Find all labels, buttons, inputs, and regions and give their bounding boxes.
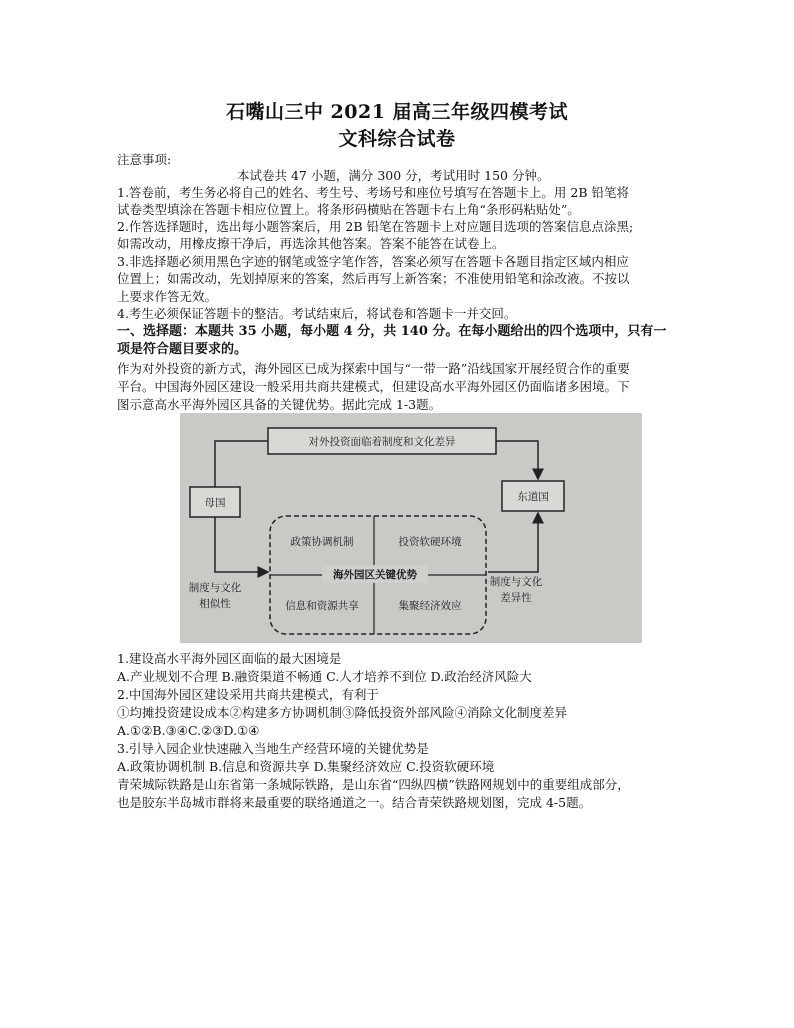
question-3-options: A.政策协调机制 B.信息和资源共享 D.集聚经济效应 C.投资软硬环境 bbox=[117, 759, 495, 774]
passage1-line1: 作为对外投资的新方式，海外园区已成为探索中国与“一带一路”沿线国家开展经贸合作的重要 bbox=[117, 361, 630, 376]
exam-title: 石嘴山三中 2021 届高三年级四模考试 bbox=[225, 101, 569, 123]
notice-item-3b: 位置上；如需改动，先划掉原来的答案，然后再写上新答案；不准使用铅笔和涂改液。不按以 bbox=[117, 271, 630, 286]
diagram-svg bbox=[180, 413, 642, 643]
right-side-label-2: 差异性 bbox=[500, 592, 532, 604]
investment-environment-label: 投资软硬环境 bbox=[398, 536, 462, 548]
home-country-label: 母国 bbox=[204, 497, 226, 509]
notice-item-3c: 上要求作答无效。 bbox=[117, 289, 218, 304]
top-box-label: 对外投资面临着制度和文化差异 bbox=[308, 436, 456, 448]
question-1-options: A.产业规划不合理 B.融资渠道不畅通 C.人才培养不到位 D.政治经济风险大 bbox=[117, 669, 532, 684]
left-to-top-connector bbox=[215, 441, 268, 487]
question-3: 3.引导入园企业快速融入当地生产经营环境的关键优势是 bbox=[117, 741, 429, 756]
notice-item-1a: 1.答卷前，考生务必将自己的姓名、考生号、考场号和座位号填写在答题卡上。用 2B 铅笔将 bbox=[117, 185, 630, 200]
notice-item-2b: 如需改动，用橡皮擦干净后，再选涂其他答案。答案不能答在试卷上。 bbox=[117, 236, 505, 251]
notice-item-4: 4.考生必须保证答题卡的整洁。考试结束后，将试卷和答题卡一并交回。 bbox=[117, 306, 517, 321]
notice-item-3a: 3.非选择题必须用黑色字迹的钢笔或签字笔作答，答案必须写在答题卡各题目指定区域内相应 bbox=[117, 254, 629, 269]
passage1-line2: 平台。中国海外园区建设一般采用共商共建模式，但建设高水平海外园区仍面临诸多困境。下 bbox=[117, 379, 630, 394]
question-2-options: A.①②B.③④C.②③D.①④ bbox=[117, 723, 260, 738]
agglomeration-label: 集聚经济效应 bbox=[398, 600, 462, 612]
section-heading-a: 一、选择题：本题共 35 小题，每小题 4 分，共 140 分。在每小题给出的四个选项中，只有一 bbox=[117, 324, 667, 339]
passage2-line2: 也是胶东半岛城市群将来最重要的联络通道之一。结合青荣铁路规划图，完成 4-5题。 bbox=[117, 795, 592, 810]
notice-item-1b: 试卷类型填涂在答题卡相应位置上。将条形码横贴在答题卡右上角“条形码粘贴处”。 bbox=[117, 202, 580, 217]
question-1: 1.建设高水平海外园区面临的最大困境是 bbox=[117, 651, 342, 666]
policy-coordination-label: 政策协调机制 bbox=[290, 536, 354, 548]
top-to-host-arrow bbox=[496, 441, 538, 479]
right-side-label-1: 制度与文化 bbox=[489, 576, 543, 588]
passage2-line1: 青荣城际铁路是山东省第一条城际铁路，是山东省“四纵四横”铁路网规划中的重要组成部分， bbox=[117, 777, 630, 792]
center-label: 海外园区关键优势 bbox=[333, 569, 417, 581]
question-2: 2.中国海外园区建设采用共商共建模式，有利于 bbox=[117, 687, 379, 702]
notice-item-2a: 2.作答选择题时，选出每小题答案后，用 2B 铅笔在答题卡上对应题目选项的答案信息点涂黑; bbox=[117, 219, 634, 234]
home-to-park-arrow bbox=[215, 517, 268, 572]
exam-subtitle: 文科综合试卷 bbox=[338, 128, 456, 150]
info-sharing-label: 信息和资源共享 bbox=[285, 600, 359, 612]
question-2-items: ①均摊投资建设成本②构建多方协调机制③降低投资外部风险④消除文化制度差异 bbox=[117, 705, 568, 720]
passage1-line3: 图示意高水平海外园区具备的关键优势。据此完成 1-3题。 bbox=[117, 397, 442, 412]
notice-summary: 本试卷共 47 小题，满分 300 分，考试用时 150 分钟。 bbox=[237, 168, 550, 183]
left-side-label-1: 制度与文化 bbox=[188, 582, 242, 594]
park-to-host-arrow bbox=[488, 513, 538, 572]
section-heading-b: 项是符合题目要求的。 bbox=[117, 342, 248, 357]
left-side-label-2: 相似性 bbox=[199, 598, 231, 610]
key-advantages-diagram bbox=[180, 413, 642, 643]
notice-heading: 注意事项: bbox=[117, 152, 172, 167]
host-country-label: 东道国 bbox=[517, 491, 549, 503]
